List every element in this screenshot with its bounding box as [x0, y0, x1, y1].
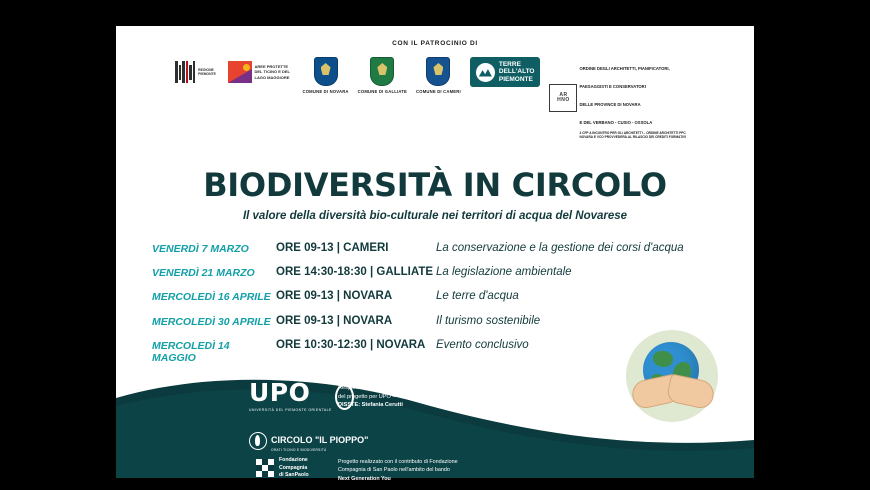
- title-block: [116, 166, 754, 222]
- credits-note: 4 CFP A INCONTRO PER GLI ARCHITETTI – ORDINE ARCHITETTI PPC NOVARA E VCO PROVVEDERÀ AL RILASCIO DEI CREDITI FORMATIVI: [579, 131, 687, 140]
- logo-caption-galliate: COMUNE DI GALLIATE: [357, 89, 408, 94]
- schedule-row: [152, 315, 736, 328]
- page-subtitle: Il valore della diversità bio-culturale nei territori di acqua del Novarese: [242, 209, 628, 222]
- schedule-row: [152, 290, 736, 303]
- regione-piemonte-icon: REGIONE PIEMONTE: [173, 57, 219, 87]
- pioppo-subtitle: ORATI TICINO E BIODIVERSITÀ: [271, 448, 327, 452]
- schedule-topic: Evento conclusivo: [436, 338, 529, 351]
- ordine-architetti-icon: AR HNO ORDINE DEGLI ARCHITETTI, PIANIFICATORI, PAESAGGISTI E CONSERVATORI DELLE PROVINCE DI NOVARA E DEL VERBANO - CUSIO - OSSOLA 4 CFP A INCONTRO PER GLI ARCHITETTI – ORDINE ARCHITETTI PPC NOVARA E VCO PROVVEDERÀ AL RILASCIO DEI CREDITI FORMATIVI: [549, 57, 697, 140]
- logo-comune-galliate: [358, 57, 407, 95]
- schedule-time: ORE 09-13 | NOVARA: [276, 314, 393, 327]
- logo-terre-alto-piemonte: [470, 57, 541, 87]
- logo-regione-piemonte: [173, 57, 219, 87]
- terre-alto-piemonte-icon: TERRE DELL'ALTO PIEMONTE: [470, 57, 541, 87]
- schedule-time: ORE 10:30-12:30 | NOVARA: [276, 338, 426, 351]
- logo-aree-protette-ticino: [228, 57, 294, 87]
- schedule-row: [152, 242, 736, 255]
- compagnia-san-paolo-icon: [256, 459, 274, 477]
- schedule-date: MERCOLEDÌ 30 APRILE: [152, 315, 271, 328]
- schedule-time: ORE 09-13 | NOVARA: [276, 290, 393, 303]
- logo-row: [116, 57, 754, 140]
- upo-name: UPO: [249, 378, 311, 407]
- logo-caption-cameri: COMUNE DI CAMERI: [416, 89, 461, 94]
- page-title: BIODIVERSITÀ IN CIRCOLO: [203, 165, 667, 204]
- contribution-note: Progetto realizzato con il contributo di Fondazione Compagnia di San Paolo nell'ambito del bando Next Generation You: [338, 459, 458, 482]
- schedule-date: VENERDÌ 21 MARZO: [152, 267, 255, 280]
- logo-caption-novara: COMUNE DI NOVARA: [302, 89, 349, 94]
- fondazione-name: Fondazione Compagnia di SanPaolo: [279, 457, 309, 479]
- upo-subtitle: UNIVERSITÀ DEL PIEMONTE ORIENTALE: [249, 408, 332, 412]
- comune-cameri-crest-icon: [426, 57, 450, 86]
- comune-galliate-crest-icon: [370, 57, 394, 86]
- architects-note: ORDINE DEGLI ARCHITETTI, PIANIFICATORI, PAESAGGISTI E CONSERVATORI DELLE PROVINCE DI NOVARA E DEL VERBANO - CUSIO - OSSOLA: [579, 66, 670, 125]
- schedule-topic: Il turismo sostenibile: [436, 314, 541, 327]
- footer-content: [116, 354, 754, 482]
- schedule-time: ORE 14:30-18:30 | GALLIATE: [276, 266, 434, 279]
- schedule-row: [152, 266, 736, 279]
- poplar-icon: [249, 432, 267, 450]
- logo-comune-cameri: [416, 57, 461, 95]
- schedule-topic: La legislazione ambientale: [436, 266, 572, 279]
- logo-fondazione-compagnia-san-paolo: [256, 457, 309, 480]
- schedule-date: MERCOLEDÌ 14 MAGGIO: [152, 339, 230, 364]
- aree-protette-icon: AREE PROTETTE DEL TICINO E DEL LAGO MAGGIORE: [228, 57, 294, 87]
- scientific-responsible: Responsabile scientifico del progetto per UPO – DISSTE: Stefania Cerutti: [338, 385, 403, 409]
- logo-circolo-il-pioppo: [249, 430, 368, 452]
- schedule-topic: Le terre d'acqua: [436, 290, 519, 303]
- schedule-date: VENERDÌ 7 MARZO: [152, 242, 249, 255]
- patronage-label: CON IL PATROCINIO DI: [392, 40, 478, 47]
- pioppo-name: CIRCOLO "IL PIOPPO": [271, 435, 369, 445]
- poster: [116, 26, 754, 482]
- schedule-time: ORE 09-13 | CAMERI: [276, 241, 389, 254]
- logo-ordine-architetti: [549, 57, 697, 140]
- comune-novara-crest-icon: [314, 57, 338, 86]
- schedule-topic: La conservazione e la gestione dei corsi d'acqua: [436, 241, 684, 254]
- footer: [116, 354, 754, 482]
- logo-comune-novara: [303, 57, 349, 95]
- schedule-date: MERCOLEDÌ 16 APRILE: [152, 291, 271, 304]
